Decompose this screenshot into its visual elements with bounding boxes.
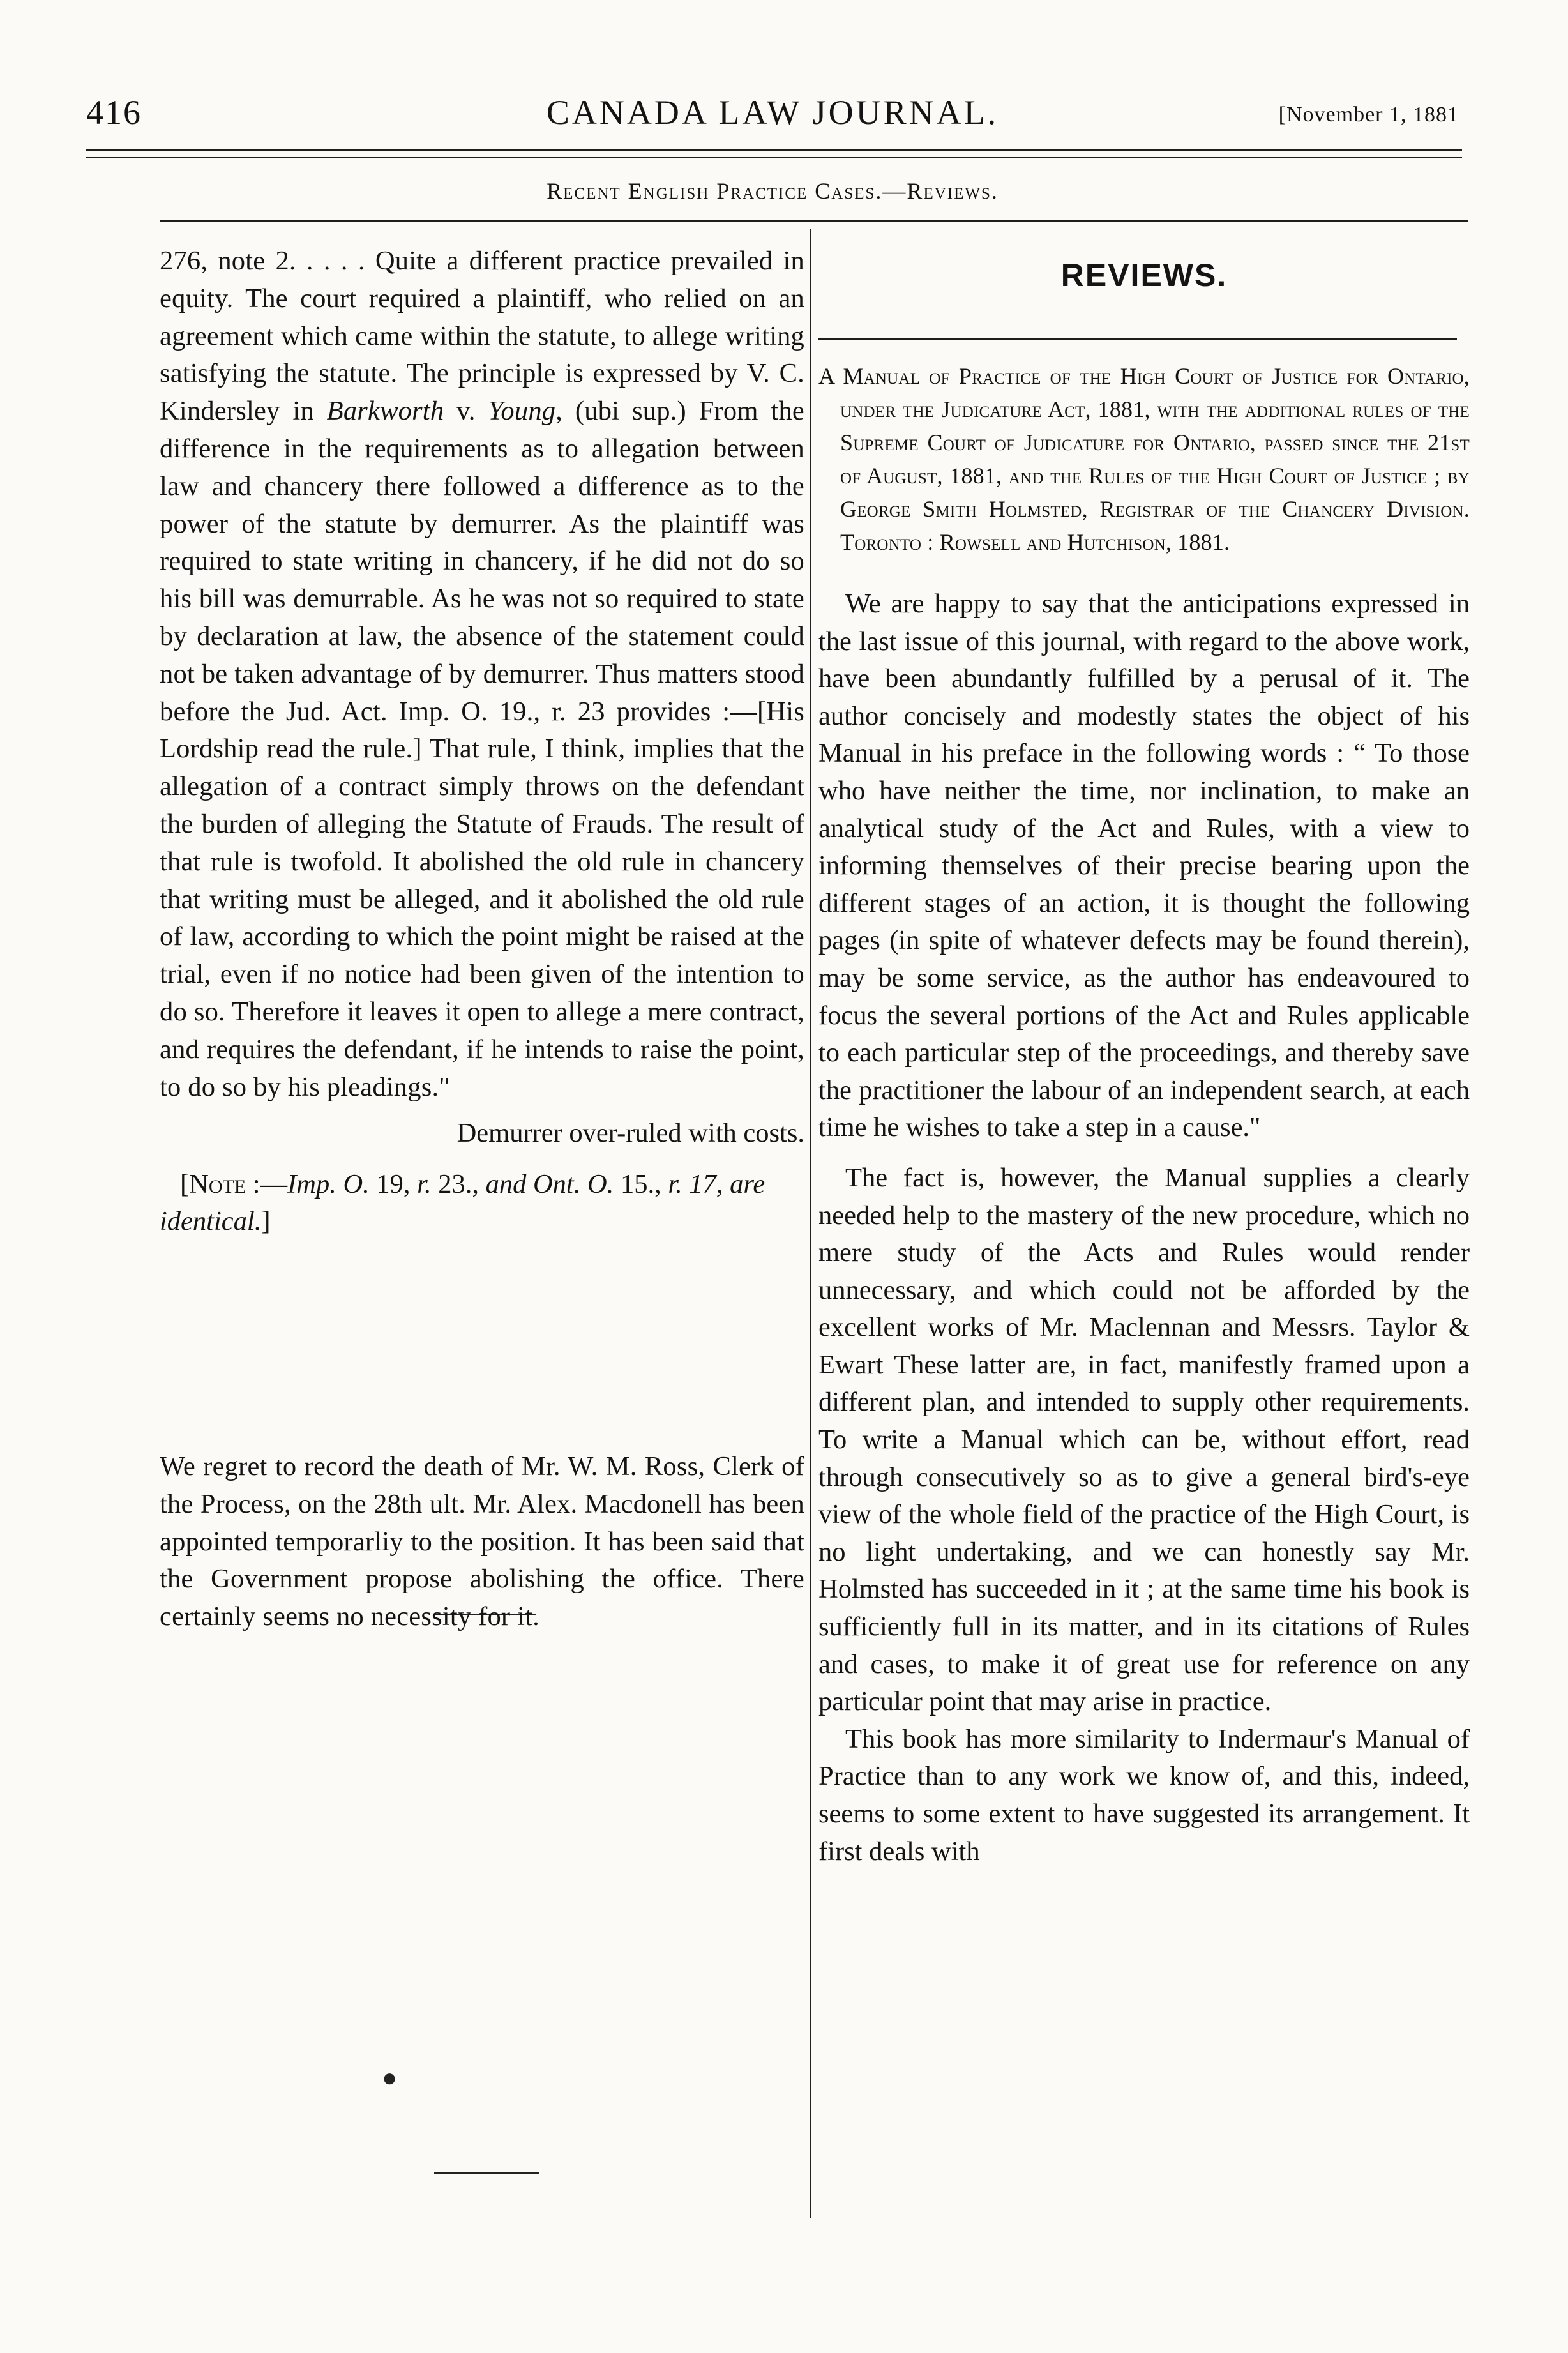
issue-date: [November 1, 1881 <box>1278 103 1459 126</box>
review-paragraph-1: We are happy to say that the anticipations expressed in the last issue of this journal, with regard to the above work, have been abundantly fulfilled by a perusal of it. The author concisely and modestly states the object of his Manual in his preface in the following words : “ To those who have neither the time, nor inclination, to make an analytical study of the Act and Rules, with a view to informing themselves of their precise bearing upon the different stages of an action, it is thought the following pages (in spite of whatever defects may be found therein), may be some service, as the author has endeavoured to focus the several portions of the Act and Rules applicable to each particular step of the proceedings, and thereby save the practitioner the labour of an independent search, at each time he wishes to take a step in a cause." <box>818 589 1470 1143</box>
ink-blot: ● <box>382 2063 398 2092</box>
page-number: 416 <box>86 93 142 132</box>
reviews-heading: REVIEWS. <box>1060 257 1228 293</box>
ruling: Demurrer over-ruled with costs. <box>456 1118 804 1149</box>
death-notice: We regret to record the death of Mr. W. M. Ross, Clerk of the Process, on the 28th ult. Mr. Alex. Macdonell has been appointed temporarliy to the position. It has been said that the Government propose abolishing the office. There certainly seems no necessity for it. <box>160 1451 804 1632</box>
left-column <box>160 243 804 1240</box>
case-name-young: Young <box>488 396 556 427</box>
death-notice-block <box>160 1448 804 1636</box>
journal-title: CANADA LAW JOURNAL. <box>546 93 999 132</box>
case-report-paragraph: 276, note 2. . . . . Quite a different practice prevailed in equity. The court required a plaintiff, who relied on an agreement which came within the statute, to allege writing satisfying the statute. The principle is expressed by V. C. Kindersley in Barkworth v. Young, (ubi sup.) From the difference in the requirements as to allegation between law and chancery there followed a difference as to the power of the statute by demurrer. As the plaintiff was required to state writing in chancery, if he did not do so his bill was demurrable. As he was not so required to state by declaration at law, the absence of the statement could not be taken advantage of by demurrer. Thus matters stood before the Jud. Act. Imp. O. 19., r. 23 provides :—[His Lordship read the rule.] That rule, I think, implies that the allegation of a contract simply throws on the defendant the burden of alleging the Statute of Frauds. The result of that rule is twofold. It abolished the old rule in chancery that writing must be alleged, and it abolished the old rule of law, according to which the point might be raised at the trial, even if no notice had been given of the intention to do so. Therefore it leaves it open to allege a mere contract, and requires the defendant, if he intends to raise the point, to do so by his pleadings." <box>160 246 804 1102</box>
section-title: Recent English Practice Cases.—Reviews. <box>547 178 999 204</box>
column-divider <box>810 229 811 2218</box>
header-rule-bottom <box>86 157 1462 158</box>
running-head <box>86 93 1459 144</box>
case-name-barkworth: Barkworth <box>326 396 444 427</box>
book-citation: A Manual of Practice of the High Court of Justice for Ontario, under the Judicature Act, 1881, with the additional rules of the Supreme Court of Judicature for Ontario, passed since the 21st of August, 1881, and the Rules of the High Court of Justice ; by George Smith Holmsted, Registrar of the Chancery Division. Toronto : Rowsell and Hutchison, 1881. <box>818 363 1470 555</box>
section-rule <box>160 220 1468 222</box>
review-paragraph-3: This book has more similarity to Indermaur's Manual of Practice than to any work we know of, and this, indeed, seems to some extent to have suggested its arrangement. It first deals with <box>818 1723 1470 1866</box>
review-paragraph-2: The fact is, however, the Manual supplies a clearly needed help to the mastery of the new procedure, which no mere study of the Acts and Rules would render unnecessary, and which could not be afforded by the excellent works of Mr. Maclennan and Messrs. Taylor & Ewart These latter are, in fact, manifestly framed upon a different plan, and intended to supply other requirements. To write a Manual which can be, without effort, read through consecutively so as to give a general bird's-eye view of the whole field of the practice of the High Court, is no light undertaking, and we can honestly say Mr. Holmsted has succeeded in it ; at the same time his book is sufficiently full in its matter, and in its citations of Rules and cases, to make it of great use for reference on any particular point that may arise in practice. <box>818 1162 1470 1717</box>
editor-note: [Note :—Imp. O. 19, r. 23., and Ont. O. 15., r. 17, are identical.] <box>160 1169 765 1237</box>
end-rule <box>434 2172 539 2174</box>
reviews-rule <box>818 338 1457 340</box>
header-rule-top <box>86 149 1462 151</box>
right-column <box>818 243 1470 1870</box>
